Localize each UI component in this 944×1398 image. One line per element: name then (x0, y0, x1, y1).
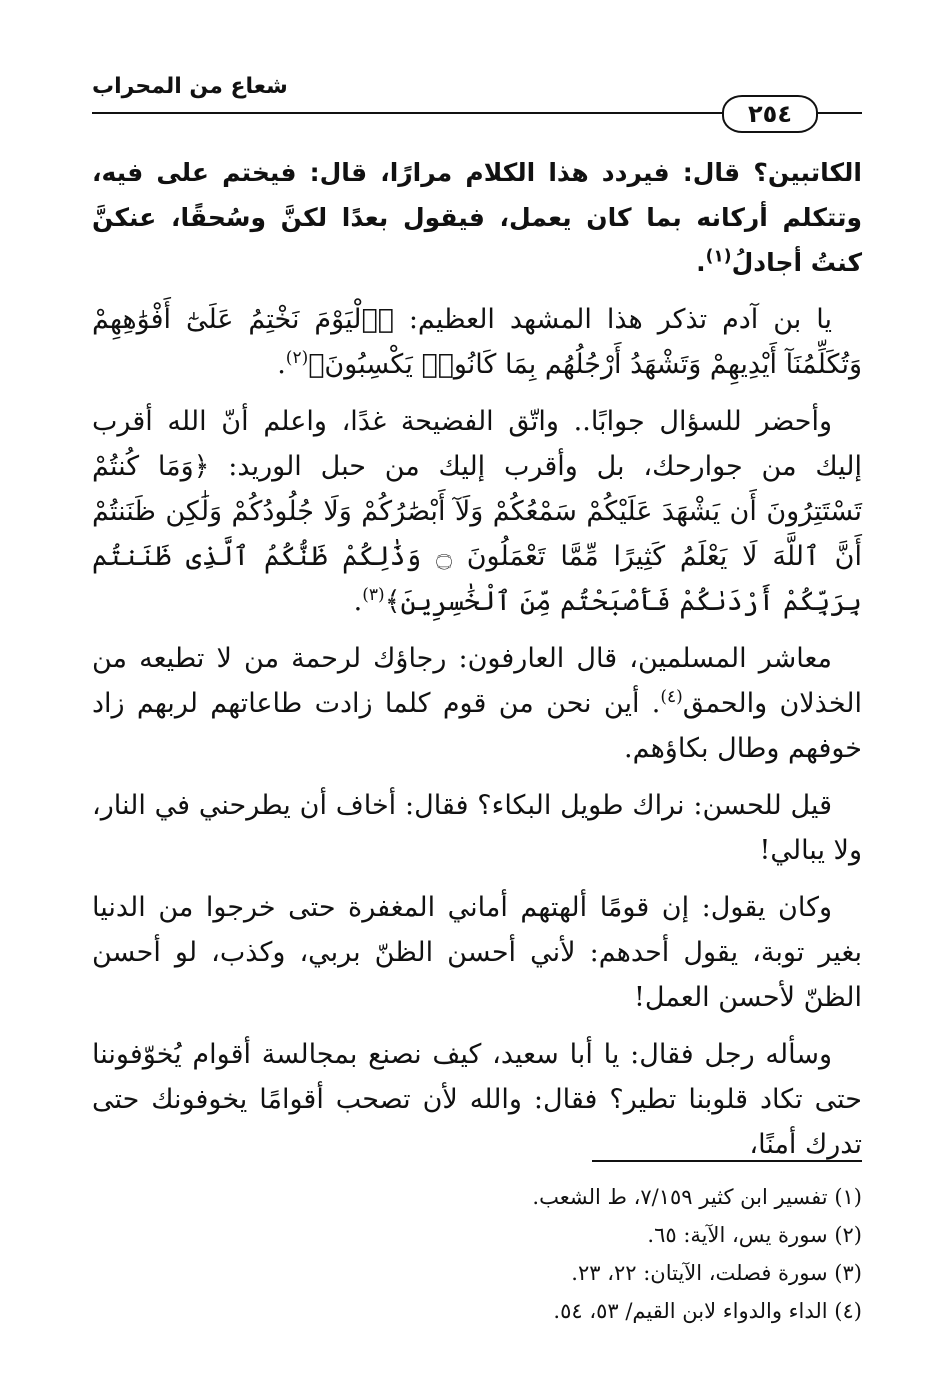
paragraph-end: . (696, 248, 706, 277)
paragraph-text: يا بن آدم تذكر هذا المشهد العظيم: ﴿ٱلْيَوْمَ نَخْتِمُ عَلَىٰٓ أَفْوَٰهِهِمْ وَتُكَلِّمُنَآ أَيْدِيهِمْ وَتَشْهَدُ أَرْجُلُهُم بِمَا كَانُوا۟ يَكْسِبُونَ﴾ (92, 304, 862, 380)
footnote-item: (٢) سورة يس، الآية: ٦٥. (647, 1223, 862, 1247)
footnote-item: (٤) الداء والدواء لابن القيم/ ٥٣، ٥٤. (553, 1299, 862, 1323)
paragraph-text: قيل للحسن: نراك طويل البكاء؟ فقال: أخاف أن يطرحني في النار، ولا يبالي! (92, 790, 862, 866)
page-number-badge: ٢٥٤ (722, 95, 818, 133)
paragraph-text: معاشر المسلمين، قال العارفون: رجاؤك لرحمة من لا تطيعه من الخذلان والحمق (92, 643, 862, 719)
paragraph-text: الكاتبين؟ قال: فيردد هذا الكلام مرارًا، قال: فيختم على فيه، وتتكلم أركانه بما كان يعمل، فيقول بعدًا لكنَّ وسُحقًا، عنكنَّ كنتُ أجادلُ (92, 158, 862, 277)
paragraph-2 (92, 297, 862, 387)
paragraph-text: وأحضر للسؤال جوابًا.. واتّق الفضيحة غدًا، واعلم أنّ الله أقرب إليك من جوارحك، بل وأقرب إليك من حبل الوريد: ﴿وَمَا كُنتُمْ تَسْتَتِرُونَ أَن يَشْهَدَ عَلَيْكُمْ سَمْعُكُمْ وَلَآ أَبْصَٰرُكُمْ وَلَا جُلُودُكُمْ وَلَٰكِن ظَنَنتُمْ أَنَّ ٱللَّهَ لَا يَعْلَمُ كَثِيرًا مِّمَّا تَعْمَلُونَ ۝ وَذَٰلِكُمْ ظَنُّكُمُ ٱلَّذِى ظَنَنتُم بِرَبِّكُمْ أَرْدَىٰكُمْ فَأَصْبَحْتُم مِّنَ ٱلْخَٰسِرِينَ﴾ (92, 406, 862, 617)
footnote-ref-1: (١) (705, 246, 732, 267)
footnote-divider (592, 1160, 862, 1162)
footnote-ref-3: (٣) (362, 585, 385, 605)
footnote-ref-2: (٢) (285, 348, 309, 368)
paragraph-end: . (353, 586, 363, 617)
page-header (92, 56, 862, 126)
paragraph-text-continued: . أين نحن من قوم كلما زادت طاعاتهم لربهم زاد خوفهم وطال بكاؤهم. (92, 688, 862, 764)
footnote-item: (٣) سورة فصلت، الآيتان: ٢٢، ٢٣. (571, 1261, 862, 1285)
paragraph-1 (92, 150, 862, 285)
paragraph-5 (92, 783, 862, 873)
paragraph-3 (92, 399, 862, 624)
paragraph-6 (92, 885, 862, 1020)
footnote-item: (١) تفسير ابن كثير ٧/١٥٩، ط الشعب. (532, 1185, 862, 1209)
main-text (92, 150, 862, 1167)
running-title: شعاع من المحراب (92, 74, 288, 99)
paragraph-7 (92, 1032, 862, 1167)
paragraph-text: وكان يقول: إن قومًا ألهتهم أماني المغفرة حتى خرجوا من الدنيا بغير توبة، يقول أحدهم: لأني أحسن الظنّ بربي، وكذب، لو أحسن الظنّ لأحسن العمل! (92, 892, 862, 1013)
paragraph-end: . (277, 349, 286, 380)
footnotes (92, 1178, 862, 1330)
paragraph-text: وسأله رجل فقال: يا أبا سعيد، كيف نصنع بمجالسة أقوام يُخوّفوننا حتى تكاد قلوبنا تطير؟ فقال: والله لأن تصحب أقوامًا يخوفونك حتى تدرك أمنًا، (92, 1039, 862, 1160)
footnote-ref-4: (٤) (660, 687, 683, 707)
paragraph-4 (92, 636, 862, 771)
